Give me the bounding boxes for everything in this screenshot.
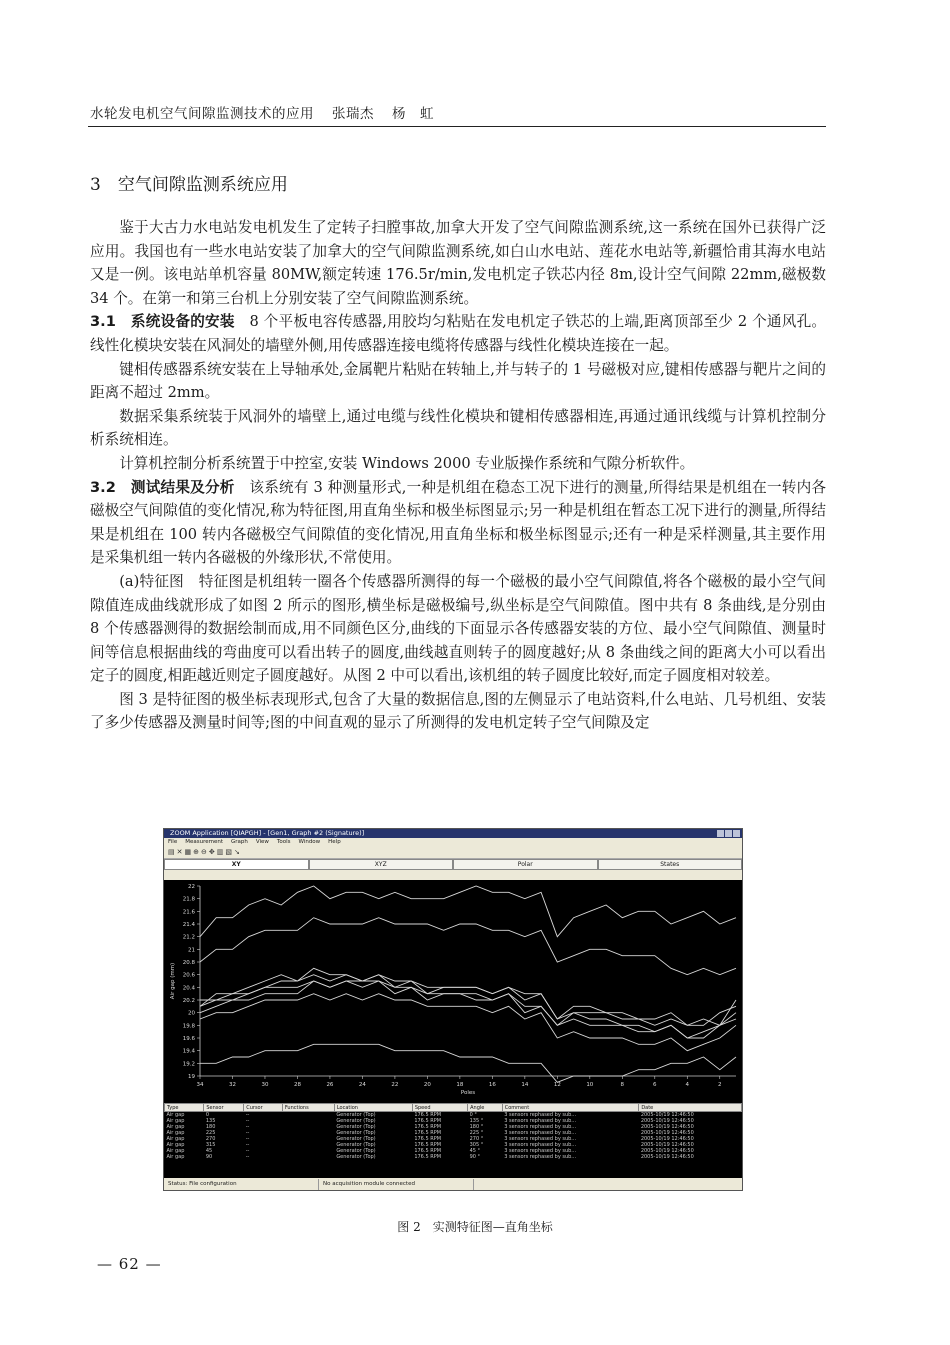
- table-cell: 2005-10/19 12:46:50: [640, 1130, 694, 1136]
- table-cell: 2005-10/19 12:46:50: [640, 1118, 694, 1124]
- paragraph: 图 3 是特征图的极坐标表现形式,包含了大量的数据信息,图的左侧显示了电站资料,什么电站、几号机组、安装了多少传感器及测量时间等;图的中间直观的显示了所测得的发电机定转子空气间隙及定: [90, 690, 826, 732]
- paragraph: 计算机控制分析系统置于中控室,安装 Windows 2000 专业版操作系统和气隙分析软件。: [119, 454, 695, 472]
- table-cell: Generator (Top): [336, 1142, 376, 1148]
- table-cell: 2005-10/19 12:46:50: [640, 1148, 694, 1154]
- series-line-4: [200, 981, 736, 1038]
- section-heading: [90, 170, 288, 195]
- table-cell: 3 sensors rephased by sub...: [504, 1154, 577, 1160]
- table-header-cell[interactable]: Type: [165, 1104, 204, 1112]
- y-tick-label: 20.4: [182, 985, 195, 992]
- table-cell: 176.5 RPM: [414, 1130, 442, 1136]
- x-tick-label: 26: [326, 1082, 334, 1088]
- section-number: 3: [90, 175, 101, 195]
- x-tick-label: 8: [620, 1082, 625, 1088]
- table-cell: 315: [205, 1142, 216, 1148]
- x-tick-label: 4: [685, 1082, 690, 1088]
- x-tick-label: 10: [586, 1082, 594, 1088]
- x-tick-label: 6: [653, 1082, 657, 1088]
- page-number: — 62 —: [97, 1255, 162, 1273]
- menu-bar: [164, 838, 742, 847]
- table-cell: 270: [205, 1136, 216, 1142]
- table-cell: 3 sensors rephased by sub...: [504, 1142, 577, 1148]
- table-cell: 3 sensors rephased by sub...: [504, 1112, 577, 1118]
- x-tick-label: 14: [521, 1082, 529, 1088]
- table-cell: --: [245, 1118, 250, 1124]
- x-tick-label: 34: [196, 1082, 204, 1088]
- print-icon[interactable]: ▦: [184, 848, 194, 856]
- table-cell: [282, 1154, 334, 1160]
- y-tick-label: 19.4: [182, 1048, 195, 1055]
- menu-tools[interactable]: Tools: [276, 839, 291, 845]
- table-cell: --: [245, 1154, 250, 1160]
- table-cell: Generator (Top): [336, 1136, 376, 1142]
- table-cell: 2005-10/19 12:46:50: [640, 1136, 694, 1142]
- table-cell: Generator (Top): [336, 1118, 376, 1124]
- view-tabs: [164, 859, 742, 870]
- table-cell: 45: [205, 1148, 213, 1154]
- sensor-table: [164, 1103, 742, 1178]
- x-tick-label: 32: [228, 1082, 236, 1088]
- y-tick-label: 20.6: [182, 972, 195, 979]
- minimize-icon[interactable]: [717, 830, 724, 837]
- x-tick-label: 18: [456, 1082, 464, 1088]
- table-cell: --: [245, 1142, 250, 1148]
- table-cell: 180 °: [469, 1124, 484, 1130]
- x-tick-label: 20: [423, 1082, 431, 1088]
- header-rule: [88, 126, 826, 127]
- running-header: [90, 102, 826, 122]
- table-cell: 135: [205, 1118, 216, 1124]
- tab-polar[interactable]: Polar: [453, 859, 598, 870]
- toolbar: [164, 847, 742, 859]
- y-tick-label: 21.6: [182, 909, 195, 916]
- series-line-1: [200, 886, 736, 937]
- table-cell: --: [245, 1148, 250, 1154]
- y-tick-label: 19.6: [182, 1036, 195, 1042]
- paragraph: (a)特征图 特征图是机组转一圈各个传感器所测得的每一个磁极的最小空气间隙值,将各个磁极的最小空气间隙值连成曲线就形成了如图 2 所示的图形,横坐标是磁极编号,纵坐标是空气间隙值。图中共有 8 条曲线,是分别由 8 个传感器测得的数据绘制而成,用不同颜色区分,曲线的下面显示各传感器安装的方位、最小空气间隙值、测量时间等信息根据曲线的弯曲度可以看出转子的圆度,曲线越直则转子的圆度越好;从 8 条曲线之间的距离大小可以看出定子的圆度,相距越近则定子圆度越好。从图 2 中可以看出,该机组的转子圆度比较好,而定子圆度相对较差。: [90, 572, 826, 685]
- table-cell: 2005-10/19 12:46:50: [640, 1142, 694, 1148]
- table-cell: 90 °: [469, 1154, 481, 1160]
- x-tick-label: 30: [261, 1082, 269, 1088]
- table-cell: Generator (Top): [336, 1148, 376, 1154]
- y-tick-label: 21.8: [182, 896, 195, 903]
- table-header-cell[interactable]: Angle: [468, 1104, 503, 1112]
- zoom-out-icon[interactable]: ⊖: [201, 848, 209, 856]
- menu-help[interactable]: Help: [328, 839, 341, 845]
- table-cell: 2005-10/19 12:46:50: [640, 1112, 694, 1118]
- table-cell: 90: [205, 1154, 213, 1160]
- table-cell: 0: [205, 1112, 210, 1118]
- x-tick-label: 2: [718, 1082, 722, 1088]
- table-cell: 0 °: [469, 1112, 477, 1118]
- table-cell: --: [245, 1136, 250, 1142]
- subsection-lead: 3.1 系统设备的安装: [90, 313, 235, 331]
- x-tick-label: 22: [391, 1082, 399, 1088]
- move-icon[interactable]: ✥: [208, 848, 217, 856]
- figure-screenshot: [163, 828, 743, 1191]
- tab-xyz[interactable]: XYZ: [309, 859, 454, 870]
- chart-area: [164, 880, 742, 1103]
- table-cell: 176.5 RPM: [414, 1148, 442, 1154]
- table-cell: 2005-10/19 12:46:50: [640, 1154, 694, 1160]
- y-tick-label: 22: [188, 884, 195, 890]
- table-body: [165, 1112, 742, 1161]
- x-tick-label: 28: [293, 1082, 301, 1088]
- paragraph: [90, 310, 826, 357]
- table-cell: Air gap: [166, 1130, 185, 1136]
- table-cell: Air gap: [166, 1154, 185, 1160]
- zoom-in-icon[interactable]: ⊕: [193, 848, 201, 856]
- signature-chart: [164, 880, 742, 1103]
- paragraph: [90, 476, 826, 570]
- paragraph: 鉴于大古力水电站发电机发生了定转子扫膛事故,加拿大开发了空气间隙监测系统,这一系统在国外已获得广泛应用。我国也有一些水电站安装了加拿大的空气间隙监测系统,如白山水电站、莲花水电站等,新疆恰甫其海水电站又是一例。该电站单机容量 80MW,额定转速 176.5r/min,发电机定子铁芯内径 8m,设计空气间隙 22mm,磁极数 34 个。在第一和第三台机上分别安装了空气间隙监测系统。: [90, 219, 826, 307]
- table-cell: 3 sensors rephased by sub...: [504, 1118, 577, 1124]
- table-cell: --: [245, 1124, 250, 1130]
- table-cell: 176.5 RPM: [414, 1112, 442, 1118]
- save-icon[interactable]: ▤: [168, 848, 177, 856]
- series-line-8: [200, 1044, 736, 1082]
- status-connection: No acquisition module connected: [319, 1179, 474, 1190]
- figure-caption: 图 2 实测特征图—直角坐标: [397, 1220, 553, 1234]
- table-cell: 176.5 RPM: [414, 1118, 442, 1124]
- table-header-cell[interactable]: Comment: [502, 1104, 639, 1112]
- close-icon[interactable]: ✕: [176, 848, 185, 856]
- status-bar: [164, 1179, 742, 1190]
- menu-file[interactable]: File: [168, 839, 178, 845]
- table-header-cell[interactable]: Cursor: [244, 1104, 283, 1112]
- table-cell: 225: [205, 1130, 216, 1136]
- table-cell: 305 °: [469, 1142, 484, 1148]
- window-title: ZOOM Application [QIAPGH] - [Gen1, Graph #2 (Signature)]: [170, 829, 365, 837]
- table-cell: 176.5 RPM: [414, 1142, 442, 1148]
- menu-view[interactable]: View: [255, 839, 269, 845]
- series-line-2: [200, 918, 736, 975]
- series-line-7: [200, 994, 736, 1051]
- table-cell: 225 °: [469, 1130, 484, 1136]
- table-cell: Air gap: [166, 1136, 185, 1142]
- x-tick-label: 24: [358, 1082, 366, 1088]
- section-title: 空气间隙监测系统应用: [117, 175, 288, 195]
- paragraph: 键相传感器系统安装在上导轴承处,金属靶片粘贴在转轴上,并与转子的 1 号磁极对应,键相传感器与靶片之间的距离不超过 2mm。: [90, 360, 826, 402]
- table-cell: 176.5 RPM: [414, 1154, 442, 1160]
- y-tick-label: 21.4: [182, 922, 195, 928]
- menu-graph[interactable]: Graph: [230, 839, 248, 845]
- table-cell: 45 °: [469, 1148, 481, 1154]
- table-header-cell[interactable]: Date: [639, 1104, 742, 1112]
- table-cell: 135 °: [469, 1118, 484, 1124]
- y-tick-label: 20.2: [182, 998, 195, 1004]
- header-title: 水轮发电机空气间隙监测技术的应用: [90, 106, 314, 122]
- table-cell: 3 sensors rephased by sub...: [504, 1148, 577, 1154]
- y-tick-label: 20: [188, 1010, 195, 1017]
- table-cell: Air gap: [166, 1148, 185, 1154]
- cursor-icon[interactable]: ↘: [234, 848, 242, 856]
- menu-window[interactable]: Window: [298, 839, 321, 845]
- paragraph-text: 该系统有 3 种测量形式,一种是机组在稳态工况下进行的测量,所得结果是机组在一转内各磁极空气间隙值的变化情况,称为特征图,用直角坐标和极坐标图显示;另一种是机组在暂态工况下进行的测量,所得结果是机组在 100 转内各磁极空气间隙值的变化情况,用直角坐标和极坐标图显示;还有一种是采样测量,其主要作用是采集机组一转内各磁极的外缘形状,不常使用。: [90, 478, 826, 567]
- table-header-cell[interactable]: Speed: [412, 1104, 467, 1112]
- table-cell: 270 °: [469, 1136, 484, 1142]
- y-tick-label: 19.2: [182, 1061, 195, 1068]
- subsection-lead: 3.2 测试结果及分析: [90, 478, 235, 496]
- y-tick-label: 19: [188, 1074, 195, 1080]
- header-author-1: 张瑞杰: [332, 106, 374, 122]
- table-cell: 3 sensors rephased by sub...: [504, 1130, 577, 1136]
- x-tick-label: 12: [553, 1082, 561, 1088]
- chart-icon[interactable]: ▧: [225, 848, 234, 856]
- y-axis-label: Air gap (mm): [170, 962, 176, 1000]
- close-icon[interactable]: [733, 830, 740, 837]
- table-cell: 176.5 RPM: [414, 1124, 442, 1130]
- series-line-5: [200, 981, 736, 1038]
- table-header-cell[interactable]: Sensor: [204, 1104, 244, 1112]
- table-row[interactable]: [165, 1154, 742, 1160]
- table-header-row: [165, 1104, 742, 1112]
- table-cell: 176.5 RPM: [414, 1136, 442, 1142]
- table-cell: Air gap: [166, 1142, 185, 1148]
- table-cell: --: [245, 1130, 250, 1136]
- window-title-bar: [164, 829, 742, 838]
- table-cell: 3 sensors rephased by sub...: [504, 1136, 577, 1142]
- table-cell: 2005-10/19 12:46:50: [640, 1124, 694, 1130]
- table-cell: Air gap: [166, 1118, 185, 1124]
- status-text: Status: File configuration: [164, 1179, 319, 1190]
- y-tick-label: 20.8: [182, 960, 195, 966]
- menu-measurement[interactable]: Measurement: [185, 839, 223, 845]
- table-cell: --: [245, 1112, 250, 1118]
- table-header-cell[interactable]: Location: [334, 1104, 412, 1112]
- tab-xy[interactable]: XY: [164, 859, 309, 870]
- maximize-icon[interactable]: [725, 830, 732, 837]
- paragraph: 数据采集系统装于风洞外的墙壁上,通过电缆与线性化模块和键相传感器相连,再通过通讯线缆与计算机控制分析系统相连。: [90, 407, 826, 449]
- table-cell: Generator (Top): [336, 1130, 376, 1136]
- table-cell: Air gap: [166, 1112, 185, 1118]
- table-cell: 180: [205, 1124, 216, 1130]
- y-tick-label: 19.8: [182, 1023, 195, 1030]
- body-text: [90, 216, 826, 735]
- x-axis-label: Poles: [460, 1090, 476, 1096]
- y-tick-label: 21.2: [182, 934, 195, 941]
- table-cell: 3 sensors rephased by sub...: [504, 1124, 577, 1130]
- y-tick-label: 21: [188, 947, 195, 954]
- header-author-2: 杨 虹: [392, 106, 434, 122]
- tab-states[interactable]: States: [598, 859, 743, 870]
- table-cell: Air gap: [166, 1124, 185, 1130]
- chart-icon[interactable]: ▥: [216, 848, 226, 856]
- paragraph-text: 8 个平板电容传感器,用胶均匀粘贴在发电机定子铁芯的上端,距离顶部至少 2 个通风孔。线性化模块安装在风洞处的墙壁外侧,用传感器连接电缆将传感器与线性化模块连接在一起。: [90, 313, 826, 354]
- table-cell: Generator (Top): [336, 1154, 376, 1160]
- table-cell: Generator (Top): [336, 1112, 376, 1118]
- table-cell: Generator (Top): [336, 1124, 376, 1130]
- table-header-cell[interactable]: Functions: [282, 1104, 334, 1112]
- x-tick-label: 16: [488, 1082, 496, 1088]
